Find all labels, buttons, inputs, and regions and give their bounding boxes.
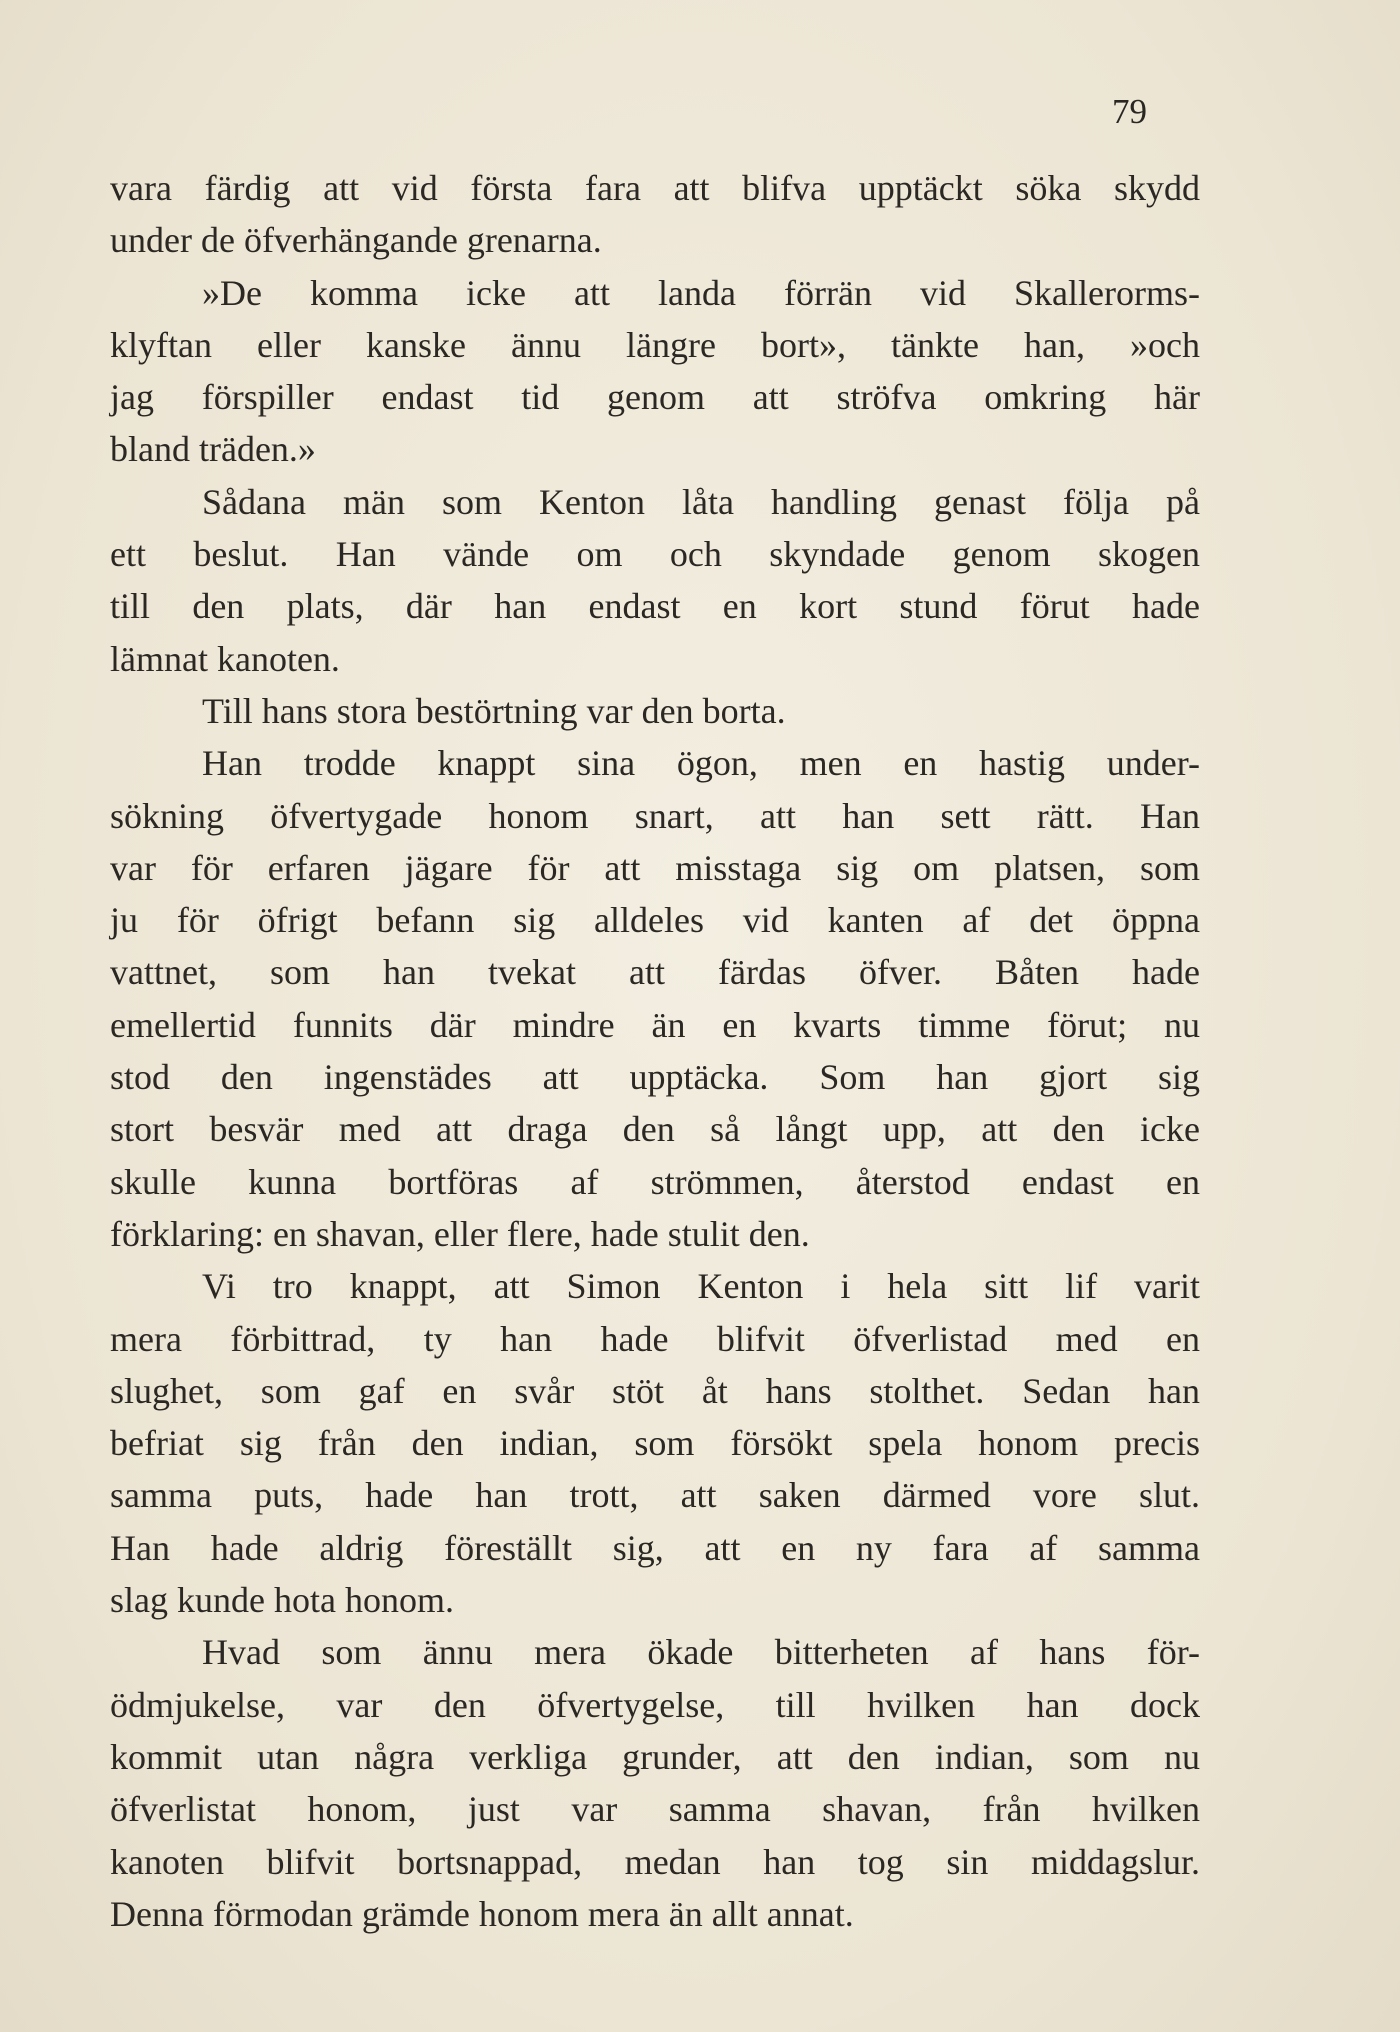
text-line: klyftan eller kanske ännu längre bort», tänkte han, »och bbox=[110, 324, 1200, 365]
text-line: slughet, som gaf en svår stöt åt hans stolthet. Sedan han bbox=[110, 1370, 1200, 1411]
paragraph bbox=[110, 267, 1200, 476]
text-line: kanoten blifvit bortsnappad, medan han tog sin middagslur. bbox=[110, 1841, 1200, 1882]
text-line: ödmjukelse, var den öfvertygelse, till hvilken han dock bbox=[110, 1684, 1200, 1725]
text-line: Denna förmodan grämde honom mera än allt annat. bbox=[110, 1893, 854, 1934]
text-line: jag förspiller endast tid genom att ströfva omkring här bbox=[110, 377, 1200, 418]
text-line: sökning öfvertygade honom snart, att han sett rätt. Han bbox=[110, 795, 1200, 836]
text-line: vattnet, som han tvekat att färdas öfver. Båten hade bbox=[110, 952, 1200, 993]
paragraph bbox=[110, 1260, 1200, 1626]
text-line: stort besvär med att draga den så långt upp, att den icke bbox=[110, 1109, 1200, 1150]
text-line: kommit utan några verkliga grunder, att den indian, som nu bbox=[110, 1736, 1200, 1777]
text-line: Sådana män som Kenton låta handling genast följa på bbox=[202, 481, 1200, 522]
text-line: samma puts, hade han trott, att saken därmed vore slut. bbox=[110, 1475, 1200, 1516]
text-line: Han trodde knappt sina ögon, men en hastig under- bbox=[202, 743, 1200, 784]
text-line: lämnat kanoten. bbox=[110, 638, 340, 679]
text-line: Vi tro knappt, att Simon Kenton i hela sitt lif varit bbox=[202, 1266, 1200, 1307]
text-line: Han hade aldrig föreställt sig, att en ny fara af samma bbox=[110, 1527, 1200, 1568]
paragraph bbox=[110, 476, 1200, 685]
text-line: ju för öfrigt befann sig alldeles vid kanten af det öppna bbox=[110, 900, 1200, 941]
text-line: skulle kunna bortföras af strömmen, återstod endast en bbox=[110, 1161, 1200, 1202]
body-text bbox=[110, 162, 1200, 1940]
text-line: ett beslut. Han vände om och skyndade genom skogen bbox=[110, 534, 1200, 575]
paragraph bbox=[110, 162, 1200, 267]
text-line: »De komma icke att landa förrän vid Skallerorms- bbox=[202, 272, 1200, 313]
text-line: under de öfverhängande grenarna. bbox=[110, 220, 602, 261]
text-line: bland träden.» bbox=[110, 429, 316, 470]
paragraph bbox=[110, 685, 1200, 737]
text-line: var för erfaren jägare för att misstaga sig om platsen, som bbox=[110, 847, 1200, 888]
text-line: Till hans stora bestörtning var den borta. bbox=[202, 690, 786, 731]
text-line: emellertid funnits där mindre än en kvarts timme förut; nu bbox=[110, 1004, 1200, 1045]
text-line: förklaring: en shavan, eller flere, hade stulit den. bbox=[110, 1213, 810, 1254]
text-line: Hvad som ännu mera ökade bitterheten af hans för- bbox=[202, 1632, 1200, 1673]
text-line: mera förbittrad, ty han hade blifvit öfverlistad med en bbox=[110, 1318, 1200, 1359]
text-line: till den plats, där han endast en kort stund förut hade bbox=[110, 586, 1200, 627]
page-number: 79 bbox=[1112, 92, 1147, 131]
text-line: stod den ingenstädes att upptäcka. Som han gjort sig bbox=[110, 1057, 1200, 1098]
text-line: befriat sig från den indian, som försökt spela honom precis bbox=[110, 1423, 1200, 1464]
text-line: slag kunde hota honom. bbox=[110, 1580, 454, 1621]
paragraph bbox=[110, 737, 1200, 1260]
text-line: vara färdig att vid första fara att blifva upptäckt söka skydd bbox=[110, 168, 1200, 208]
paragraph bbox=[110, 1626, 1200, 1940]
text-line: öfverlistat honom, just var samma shavan, från hvilken bbox=[110, 1789, 1200, 1830]
